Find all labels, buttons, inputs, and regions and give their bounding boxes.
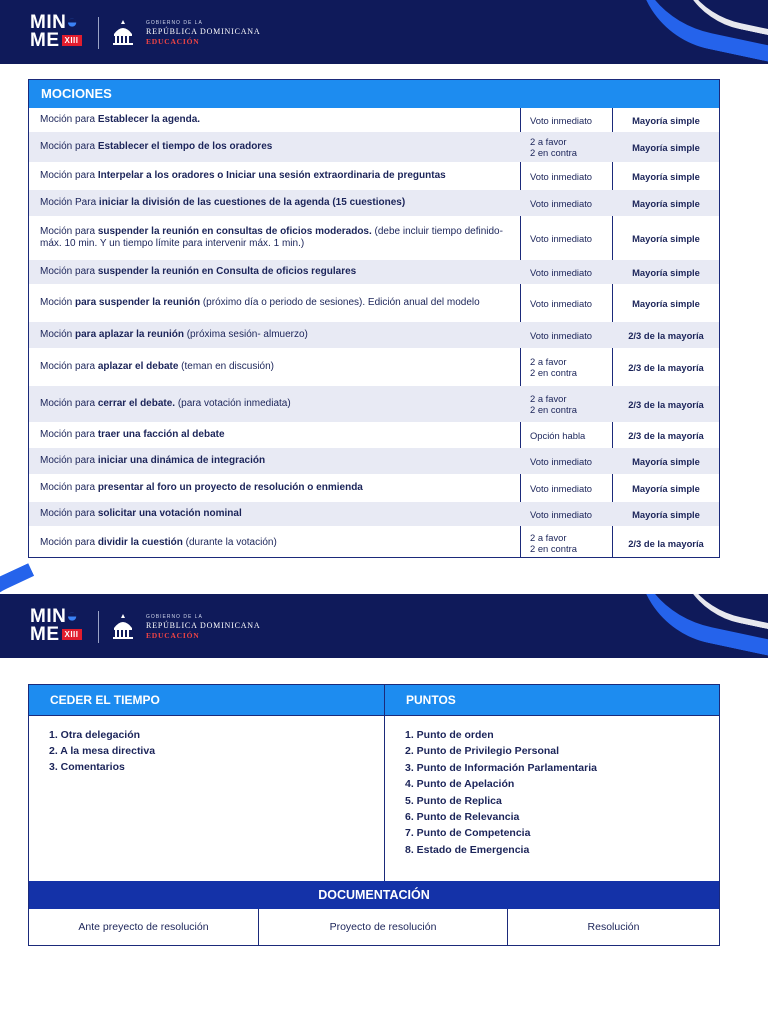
government-seal-icon [108,611,138,641]
mocion-requirement: Voto inmediato [530,266,593,278]
mociones-table [28,79,720,558]
doc-item: Resolución [587,921,640,933]
mocion-description: Moción para cerrar el debate. (para votación inmediata) [40,398,291,409]
table-row [29,216,719,260]
list-item: 4. Punto de Apelación [405,778,515,791]
page-header-bottom [0,594,768,658]
mocion-majority: Mayoría simple [632,197,700,209]
minume-logo: MIN◒ ME XIII [30,14,82,50]
table-row [29,422,719,448]
government-seal-icon [108,17,138,47]
mocion-majority: 2/3 de la mayoría [628,329,704,341]
column-divider [384,685,385,881]
mocion-majority: Mayoría simple [632,170,700,182]
mocion-majority: Mayoría simple [632,114,700,126]
mocion-majority: Mayoría simple [632,266,700,278]
table-row [29,260,719,284]
table-row [29,448,719,474]
mocion-requirement: Voto inmediato [530,197,593,209]
list-item: 8. Estado de Emergencia [405,843,530,856]
ceder-title: CEDER EL TIEMPO [29,685,384,715]
mocion-majority: Mayoría simple [632,232,700,244]
mocion-description: Moción para Interpelar a los oradores o Iniciar una sesión extraordinaria de preguntas [40,170,446,181]
mocion-majority: 2/3 de la mayoría [628,398,704,410]
mocion-description: Moción para suspender la reunión en Consulta de oficios regulares [40,266,357,277]
doc-item: Proyecto de resolución [329,921,437,933]
table-row [29,108,719,132]
documentacion-title: DOCUMENTACIÓN [29,881,719,909]
table-row [29,132,719,162]
mocion-requirement: 2 a favor 2 en contra [530,532,577,554]
mocion-requirement: Voto inmediato [530,508,593,520]
mocion-requirement: 2 a favor 2 en contra [530,136,577,158]
mocion-majority: 2/3 de la mayoría [628,537,704,549]
mocion-requirement: Voto inmediato [530,170,593,182]
list-item: 3. Punto de Información Parlamentaria [405,761,597,774]
mocion-requirement: 2 a favor 2 en contra [530,356,577,378]
mocion-description: Moción para aplazar el debate (teman en discusión) [40,361,275,372]
table-row [29,162,719,190]
mocion-majority: Mayoría simple [632,297,700,309]
mocion-description: Moción para dividir la cuestión (durante la votación) [40,537,277,548]
mocion-requirement: Voto inmediato [530,482,593,494]
gov-text: GOBIERNO DE LA REPÚBLICA DOMINICANA EDUCACIÓN [146,20,261,46]
mocion-description: Moción para aplazar la reunión (próxima sesión- almuerzo) [40,329,308,340]
list-item: 1. Punto de orden [405,729,494,741]
list-item: 7. Punto de Competencia [405,827,531,840]
mocion-majority: Mayoría simple [632,482,700,494]
list-item: 3. Comentarios [49,761,125,773]
table-row [29,502,719,526]
mociones-title: MOCIONES [29,80,719,108]
mocion-description: Moción para suspender la reunión (próximo día o periodo de sesiones). Edición anual del modelo [40,297,480,308]
mocion-requirement: 2 a favor 2 en contra [530,393,577,415]
list-item: 2. A la mesa directiva [49,745,156,757]
mocion-description: Moción Para iniciar la división de las cuestiones de la agenda (15 cuestiones) [40,197,406,208]
table-row [29,386,719,422]
mocion-requirement: Opción habla [530,429,586,441]
mocion-requirement: Voto inmediato [530,232,593,244]
mocion-requirement: Voto inmediato [530,455,593,467]
mocion-requirement: Voto inmediato [530,114,593,126]
mocion-description: Moción para iniciar una dinámica de integración [40,455,266,466]
mocion-requirement: Voto inmediato [530,329,593,341]
mocion-majority: 2/3 de la mayoría [628,429,704,441]
list-item: 5. Punto de Replica [405,794,502,807]
mocion-majority: Mayoría simple [632,455,700,467]
puntos-list [405,727,597,858]
mocion-majority: 2/3 de la mayoría [628,361,704,373]
logo-divider [98,17,99,49]
table-row [29,474,719,502]
mocion-requirement: Voto inmediato [530,297,593,309]
page-header-top [0,0,768,64]
table-row [29,284,719,322]
list-item: 1. Otra delegación [49,729,141,741]
mocion-description: Moción para presentar al foro un proyecto de resolución o enmienda [40,482,363,493]
puntos-title: PUNTOS [385,685,719,715]
mocion-description: Moción para Establecer la agenda. [40,114,201,125]
mocion-description: Moción para traer una facción al debate [40,429,225,440]
table-row [29,190,719,216]
table-row [29,348,719,386]
row-divider [29,715,719,716]
procedures-box [28,684,720,946]
mocion-description: Moción para Establecer el tiempo de los oradores [40,141,273,152]
table-row [29,526,719,560]
mocion-majority: Mayoría simple [632,508,700,520]
list-item: 2. Punto de Privilegio Personal [405,745,560,758]
list-item: 6. Punto de Relevancia [405,811,520,824]
logo-divider [98,611,99,643]
mocion-majority: Mayoría simple [632,141,700,153]
mocion-description: Moción para solicitar una votación nominal [40,508,242,519]
minume-logo: MIN◒ ME XIII [30,608,82,644]
table-row [29,322,719,348]
mocion-description: Moción para suspender la reunión en consultas de oficios moderados. (debe incluir tiempo definido- máx. 10 min. Y un tiempo límite para intervenir máx. 1 min.) [40,226,503,249]
doc-item: Ante preyecto de resolución [78,921,209,933]
ceder-list [49,727,155,775]
gov-text: GOBIERNO DE LA REPÚBLICA DOMINICANA EDUCACIÓN [146,614,261,640]
